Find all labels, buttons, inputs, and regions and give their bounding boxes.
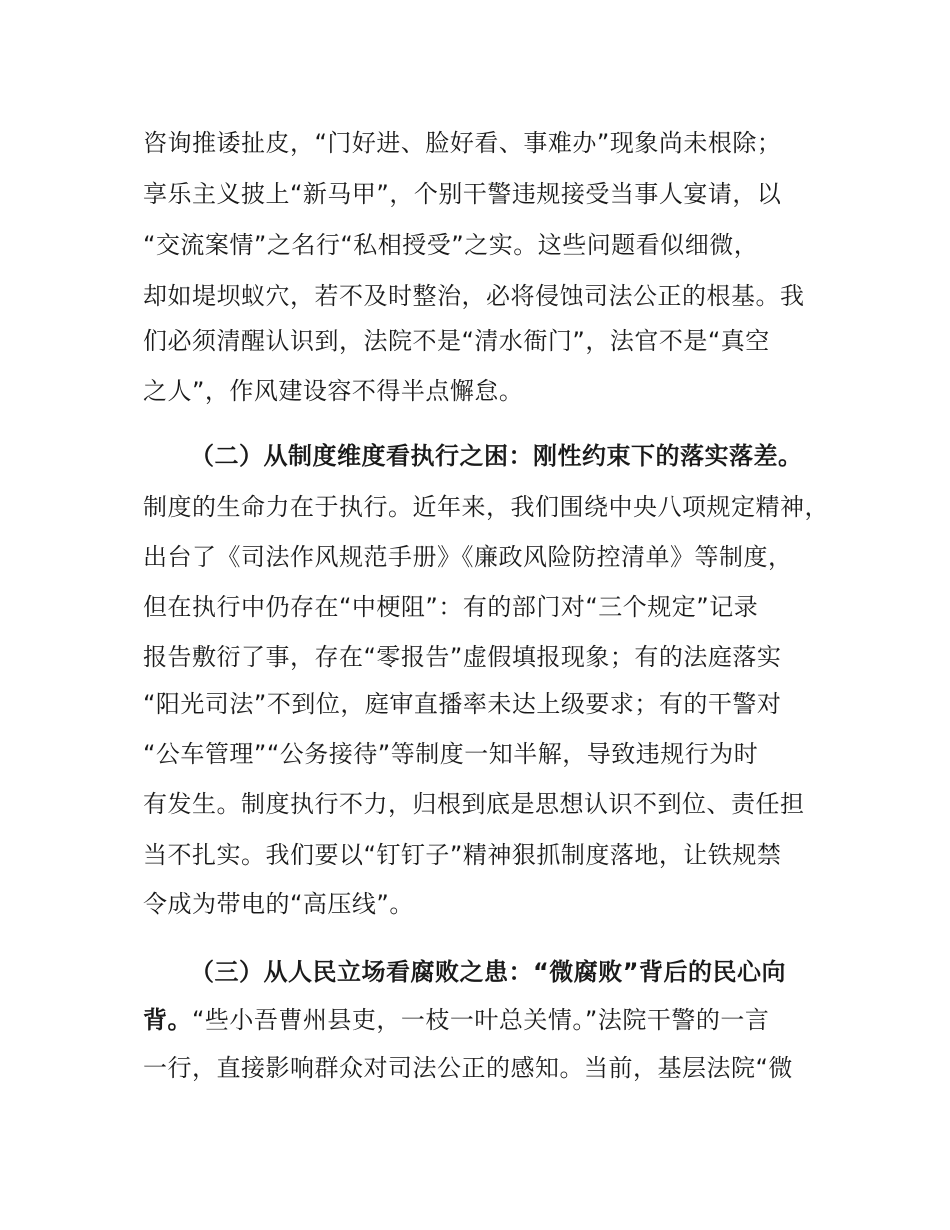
text-line: 们必须清醒认识到，法院不是“清水衙门”，法官不是“真空 bbox=[143, 327, 770, 355]
text-line: 咨询推诿扯皮，“门好进、脸好看、事难办”现象尚未根除； bbox=[143, 129, 782, 157]
heading-tail: 背。 bbox=[143, 1006, 192, 1034]
text-line: 一行，直接影响群众对司法公正的感知。当前，基层法院“微 bbox=[143, 1054, 793, 1082]
section-heading-3: （三）从人民立场看腐败之患：“微腐败”背后的民心向 bbox=[190, 958, 787, 986]
text-line: “交流案情”之名行“私相授受”之实。这些问题看似细微， bbox=[143, 231, 759, 259]
text-line: 却如堤坝蚁穴，若不及时整治，必将侵蚀司法公正的根基。我 bbox=[143, 282, 805, 310]
text-line: 之人”，作风建设容不得半点懈怠。 bbox=[143, 377, 524, 405]
section-heading-2: （二）从制度维度看执行之困：刚性约束下的落实落差。 bbox=[190, 442, 803, 470]
text-line: 报告敷衍了事，存在“零报告”虚假填报现象；有的法庭落实 bbox=[143, 643, 782, 671]
text-line: 但在执行中仍存在“中梗阻”：有的部门对“三个规定”记录 bbox=[143, 593, 759, 621]
text-line-mixed bbox=[143, 1005, 769, 1035]
text-line: 令成为带电的“高压线”。 bbox=[143, 890, 414, 918]
quote-text: “些小吾曹州县吏，一枝一叶总关情。”法院干警的一言 bbox=[192, 1006, 770, 1034]
text-line: 制度的生命力在于执行。近年来，我们围绕中央八项规定精神， bbox=[143, 493, 829, 521]
text-line: 有发生。制度执行不力，归根到底是思想认识不到位、责任担 bbox=[143, 790, 805, 818]
text-line: 出台了《司法作风规范手册》《廉政风险防控清单》等制度， bbox=[143, 543, 793, 571]
text-line: “公车管理”“公务接待”等制度一知半解，导致违规行为时 bbox=[143, 740, 759, 768]
text-line: 享乐主义披上“新马甲”，个别干警违规接受当事人宴请，以 bbox=[143, 180, 782, 208]
text-line: 当不扎实。我们要以“钉钉子”精神狠抓制度落地，让铁规禁 bbox=[143, 841, 782, 869]
text-line: “阳光司法”不到位，庭审直播率未达上级要求；有的干警对 bbox=[143, 690, 782, 718]
